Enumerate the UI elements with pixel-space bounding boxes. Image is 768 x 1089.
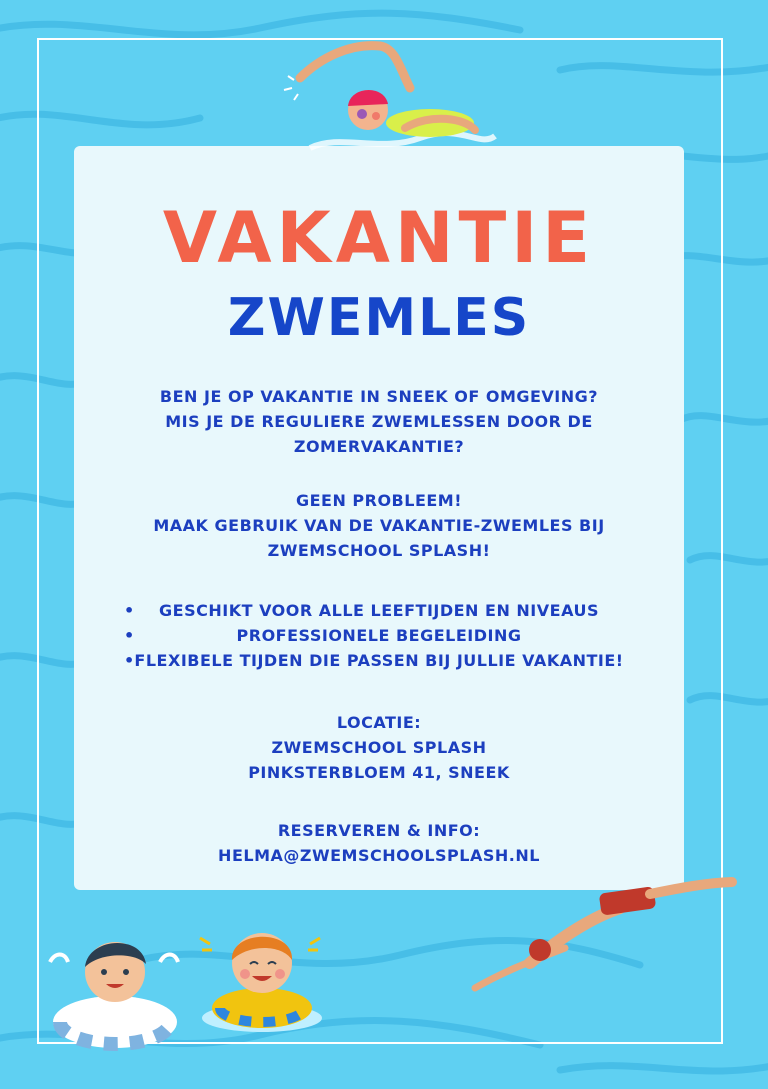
location-block [74, 710, 684, 785]
intro-line: ZOMERVAKANTIE? [293, 437, 465, 456]
location-address: PINKSTERBLOEM 41, SNEEK [248, 763, 510, 782]
contact-email[interactable]: HELMA@ZWEMSCHOOLSPLASH.NL [218, 846, 540, 865]
feature-text: GESCHIKT VOOR ALLE LEEFTIJDEN EN NIVEAUS [159, 601, 599, 620]
offer-line: ZWEMSCHOOL SPLASH! [267, 541, 491, 560]
title-sub: ZWEMLES [227, 288, 531, 348]
feature-text: PROFESSIONELE BEGELEIDING [236, 626, 522, 645]
offer-line: GEEN PROBLEEM! [295, 491, 463, 510]
offer-line: MAAK GEBRUIK VAN DE VAKANTIE-ZWEMLES BIJ [153, 516, 605, 535]
contact-label: RESERVEREN & INFO: [277, 821, 481, 840]
intro-paragraph [74, 384, 684, 459]
bullet-icon: • [124, 601, 135, 620]
diver-illustration [470, 868, 740, 993]
location-name: ZWEMSCHOOL SPLASH [271, 738, 487, 757]
content-card [74, 146, 684, 890]
intro-line: BEN JE OP VAKANTIE IN SNEEK OF OMGEVING? [159, 387, 599, 406]
bullet-icon: • [124, 626, 135, 645]
kid-yellow-ring-illustration [190, 918, 330, 1038]
intro-line: MIS JE DE REGULIERE ZWEMLESSEN DOOR DE [165, 412, 593, 431]
offer-paragraph [74, 488, 684, 563]
list-item [74, 598, 684, 623]
feature-text: FLEXIBELE TIJDEN DIE PASSEN BIJ JULLIE VAKANTIE! [134, 651, 624, 670]
contact-block [74, 818, 684, 868]
title-main: VAKANTIE [162, 197, 596, 279]
bullet-icon: • [124, 651, 135, 670]
swimmer-top-illustration [280, 38, 500, 153]
list-item [74, 623, 684, 648]
location-label: LOCATIE: [336, 713, 422, 732]
list-item [74, 648, 684, 673]
features-list [74, 598, 684, 673]
kid-swim-ring-illustration [40, 922, 190, 1052]
